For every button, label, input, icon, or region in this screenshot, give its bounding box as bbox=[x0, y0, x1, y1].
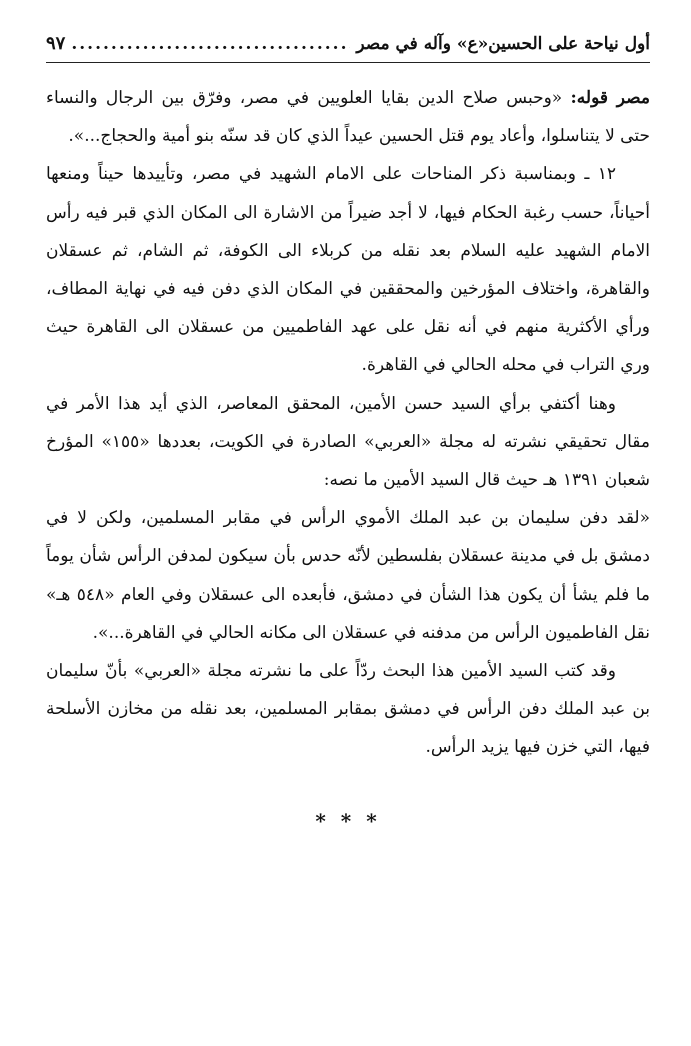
body-text bbox=[46, 79, 650, 767]
header-title: أول نياحة على الحسين«ع» وآله في مصر bbox=[356, 34, 650, 54]
paragraph-text: وهنا أكتفي برأي السيد حسن الأمين، المحقق المعاصر، الذي أيد هذا الأمر في مقال تحقيقي نشرته له مجلة «العربي» الصادرة في الكويت، بعددها «١٥٥» المؤرخ شعبان ١٣٩١ هـ حيث قال السيد الأمين ما نصه: bbox=[46, 393, 650, 491]
paragraph-text: «وحبس صلاح الدين بقايا العلويين في مصر، وفرّق بين الرجال والنساء حتى لا يتناسلوا، وأعاد يوم قتل الحسين عيداً الذي كان قد سنّه بنو أمية والحجاج...». bbox=[46, 88, 650, 147]
running-header bbox=[46, 30, 650, 63]
paragraph-text: «لقد دفن سليمان بن عبد الملك الأموي الرأس في مقابر المسلمين، ولكن لا في دمشق بل في مدينة عسقلان بفلسطين لأنّه حدس بأن سيكون لمدفن الرأس شأن يوماً ما فلم يشأ أن يكون هذا الشأن في دمشق، فأبعده الى عسقلان وفي العام «٥٤٨ هـ» نقل الفاطميون الرأس من مدفنه في عسقلان الى مكانه الحالي في القاهرة...». bbox=[46, 508, 651, 643]
header-leader-dots bbox=[71, 30, 350, 58]
paragraph-text: وقد كتب السيد الأمين هذا البحث ردّاً على ما نشرته مجلة «العربي» بأنّ سليمان بن عبد الملك دفن الرأس في دمشق بمقابر المسلمين، بعد نقله من مخازن الأسلحة فيها، التي خزن فيها يزيد الرأس. bbox=[46, 661, 650, 758]
paragraph-5 bbox=[46, 652, 650, 767]
paragraph-1 bbox=[46, 79, 650, 155]
paragraph-3 bbox=[46, 385, 650, 500]
section-break-stars: * * * bbox=[315, 808, 381, 833]
page-number: ٩٧ bbox=[46, 33, 66, 54]
paragraph-text: ١٢ ـ وبمناسبة ذكر المناحات على الامام الشهيد في مصر، وتأييدها حيناً ومنعها أحياناً، حسب رغبة الحكام فيها، لا أجد ضيراً من الاشارة الى المكان الذي قبر فيه رأس الامام الشهيد عليه السلام بعد نقله من كربلاء الى الكوفة، ثم الشام، ثم عسقلان والقاهرة، واختلاف المؤرخين والمحققين في المكان الذي دفن فيه في نهاية المطاف، ورأي الأكثرية منهم في أنه نقل على عهد الفاطميين من عسقلان الى القاهرة حيث وري التراب في محله الحالي في القاهرة. bbox=[46, 164, 650, 376]
paragraph-quote bbox=[46, 499, 650, 652]
paragraph-lead: مصر قوله: bbox=[570, 88, 651, 108]
book-page bbox=[46, 30, 650, 833]
paragraph-2 bbox=[46, 155, 650, 384]
